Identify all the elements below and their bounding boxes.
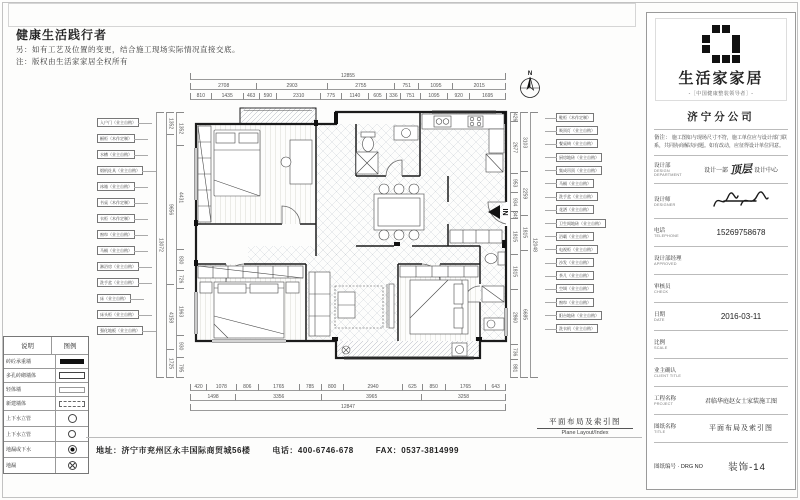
sheet-label-en: TITLE <box>654 430 666 434</box>
dim-value: 336 <box>386 93 400 100</box>
dim-value: 795 <box>176 357 184 378</box>
dim-value: 625 <box>402 384 421 391</box>
address-value: 济宁市兖州区永丰国际商贸城56楼 <box>121 445 251 455</box>
brand-slogan: -［中国健康整装领导者］- <box>688 91 754 97</box>
callout-label: 鞋柜（木作定制） <box>556 113 594 122</box>
plan-caption-cn: 平面布局及索引图 <box>549 417 621 426</box>
callout-label: 冰箱（业主自购） <box>97 182 135 191</box>
callout-label: 花洒（业主自购） <box>556 205 594 214</box>
callout-label: 洗手盆（业主自购） <box>97 278 139 287</box>
dim-value: 806 <box>236 384 258 391</box>
dim-value: 751 <box>400 93 420 100</box>
legend-label: 地漏 <box>4 458 56 473</box>
dim-value: 1695 <box>469 93 506 100</box>
designer-signature <box>710 190 772 212</box>
phone-value: 15269758678 <box>716 227 766 237</box>
footer-fax-label: FAX： <box>375 445 402 455</box>
dim-value: 643 <box>485 384 506 391</box>
legend-row <box>4 369 88 383</box>
dim-value: 2860 <box>510 289 518 344</box>
dim-value: 4158 <box>166 284 174 349</box>
dim-value: 810 <box>190 93 211 100</box>
dim-value: 1765 <box>258 384 299 391</box>
dim-value: 420 <box>190 384 206 391</box>
dim-value: 4431 <box>176 145 184 250</box>
callout-label: 马桶（业主自购） <box>556 179 594 188</box>
designer-label-en: DESIGNER <box>654 202 676 207</box>
dim-value: 1765 <box>445 384 486 391</box>
callout-label: 床（业主自购） <box>97 294 131 303</box>
callouts-left <box>97 118 143 335</box>
legend-header <box>4 337 88 355</box>
callout-label: 吸顶灯（业主自购） <box>556 126 598 135</box>
brand-logo-box <box>655 18 787 101</box>
dim-value: 2310 <box>276 93 320 100</box>
dim-value: 785 <box>299 384 321 391</box>
dim-value: 934 <box>510 192 518 211</box>
callout-label: 浴霸（业主自购） <box>556 232 594 241</box>
legend-row <box>4 442 88 458</box>
dim-value: 953 <box>510 173 518 192</box>
row-design-dept <box>654 155 788 183</box>
client-label-cn: 业主确认 <box>654 368 677 374</box>
dim-value: 2015 <box>452 83 506 90</box>
callout-label: 橱柜（木作定制） <box>97 134 135 143</box>
dim-left-total <box>156 112 164 378</box>
scale-label-cn: 比例 <box>654 340 666 346</box>
approved-label-cn: 设计部经理 <box>654 256 682 262</box>
legend-row <box>4 458 88 473</box>
header-title: 健康生活践行者 <box>16 28 108 42</box>
legend-label: 地漏或下水 <box>4 442 56 457</box>
dim-value: 1963 <box>176 288 184 335</box>
legend-symbol <box>68 430 76 438</box>
legend-row <box>4 427 88 442</box>
dim-top-total <box>190 73 506 80</box>
floor-plan-svg <box>188 106 516 382</box>
dim-value: 1498 <box>190 394 235 401</box>
legend-label: 砖砼承重墙 <box>4 355 56 368</box>
callout-label: 书桌（木作定制） <box>97 198 135 207</box>
check-label-cn: 审核员 <box>654 284 671 290</box>
remark-label: 备注： <box>654 135 671 141</box>
brand-name: 生活家家居 <box>678 69 764 87</box>
dim-value: 2708 <box>190 83 256 90</box>
callout-label: 衣柜（木作定制） <box>97 214 135 223</box>
header-note-2: 注：版权由生活家家居全权所有 <box>16 57 128 66</box>
row-drawing-number <box>654 442 788 490</box>
dim-value: 590 <box>259 93 277 100</box>
legend-symbol-cell <box>56 427 88 441</box>
dim-value: 1725 <box>166 349 174 378</box>
dim-value: 850 <box>422 384 445 391</box>
dim-value: 920 <box>447 93 469 100</box>
dim-value: 1815 <box>510 254 518 289</box>
legend-symbol <box>68 461 77 470</box>
client-label-en: CLIENT TITLE <box>654 374 682 378</box>
callout-label: 阳台地砖（业主自购） <box>556 311 602 320</box>
legend-label: 新建墙体 <box>4 397 56 410</box>
callout-label: 洗衣机（业主自购） <box>556 324 598 333</box>
header-note-1: 另：如有工艺及位置的变更，结合施工现场实际情况直接交底。 <box>16 45 240 54</box>
dim-left-mid <box>166 112 174 378</box>
title-block <box>646 12 796 490</box>
project-value: 君临华庭赵女士家装施工图 <box>704 398 777 405</box>
dim-top-row3 <box>190 93 506 100</box>
scale-label-en: SCALE <box>654 346 668 350</box>
row-project <box>654 386 788 414</box>
phone-label-cn: 电话 <box>654 228 666 234</box>
check-label-en: CHECK <box>654 290 669 294</box>
dim-value: 726 <box>176 270 184 288</box>
dim-value: 1352 <box>176 112 184 145</box>
dept-script: 顶层 <box>729 162 753 177</box>
legend-symbol <box>59 401 85 407</box>
dim-right-mid <box>520 112 528 378</box>
phone-label-en: TELEPHONE <box>654 234 679 238</box>
dim-value: 881 <box>510 359 518 378</box>
north-label: N <box>527 71 533 77</box>
dim-value: 2259 <box>520 171 528 215</box>
dept-prefix: 设计一部 <box>703 167 728 174</box>
dim-value: 1435 <box>211 93 243 100</box>
date-label-en: DATE <box>654 318 665 322</box>
row-check <box>654 274 788 302</box>
dim-bottom-row1 <box>190 384 506 391</box>
sheet-value: 平面布局及索引图 <box>709 425 773 432</box>
row-client <box>654 358 788 386</box>
dim-value: 751 <box>394 83 418 90</box>
callout-label: 水槽（业主自购） <box>97 150 135 159</box>
legend-symbol <box>59 387 85 393</box>
callout-label: 集成吊顶（业主自购） <box>556 166 602 175</box>
legend-table <box>3 336 89 474</box>
drgno-value: 装饰-14 <box>728 461 766 473</box>
row-telephone <box>654 218 788 246</box>
callout-label: 洗手盆（业主自购） <box>556 192 598 201</box>
top-strip <box>8 3 636 27</box>
legend-row <box>4 397 88 411</box>
callout-label: 床头柜（业主自购） <box>97 310 139 319</box>
remark-section <box>654 129 788 155</box>
callout-label: 强化地板（业主自购） <box>97 326 143 335</box>
callout-label: 沙发（业主自购） <box>556 258 594 267</box>
legend-symbol <box>68 414 77 423</box>
dim-value: 3965 <box>321 394 421 401</box>
dim-value: 3258 <box>421 394 506 401</box>
in-label: IN <box>501 208 509 216</box>
date-label-cn: 日期 <box>654 312 666 318</box>
row-scale <box>654 330 788 358</box>
legend-symbol-cell <box>56 411 88 426</box>
callouts-right <box>556 113 606 333</box>
legend-label: 上下水立管 <box>4 411 56 426</box>
plan-caption-en: Plane Layout/Index <box>561 430 609 436</box>
legend-symbol-cell <box>56 442 88 457</box>
dept-label-en: DESIGN DEPARTMENT <box>654 169 682 177</box>
caption-rule <box>537 428 633 429</box>
footer-phone-value: 400-6746-678 <box>297 445 354 455</box>
legend-symbol <box>68 445 77 454</box>
callout-label: 空调（业主自购） <box>556 284 594 293</box>
row-designer <box>654 183 788 218</box>
dim-value: 349 <box>511 210 518 220</box>
legend-symbol-cell <box>56 383 88 396</box>
row-approved <box>654 246 788 274</box>
legend-col2-header: 图例 <box>63 343 77 350</box>
footer-fax-value: 0537-3814999 <box>401 445 459 455</box>
dim-value: 6685 <box>520 250 528 378</box>
dim-value: 2677 <box>510 121 518 173</box>
callout-label: 淋浴房（业主自购） <box>97 262 139 271</box>
dim-value: 3356 <box>235 394 321 401</box>
legend-label: 多孔砖砌墙体 <box>4 369 56 382</box>
callout-label: 窗帘（业主自购） <box>97 230 135 239</box>
dept-suffix: 设计中心 <box>754 167 779 174</box>
dim-value: 736 <box>510 344 518 359</box>
legend-row <box>4 355 88 369</box>
dim-value: 463 <box>243 93 259 100</box>
remark-text: 施工图如与现场尺寸不符，施工单位应与设计部门联系，共同协商解决问题。如有改动，应征得设计单位同意。 <box>654 135 787 149</box>
designer-label-cn: 设计师 <box>654 196 671 203</box>
callout-label: 茶几（业主自购） <box>556 271 594 280</box>
dim-value: 12847 <box>190 404 506 411</box>
legend-col1-header: 说明 <box>4 337 52 354</box>
callout-label: 卫生间地砖（业主自购） <box>556 219 606 228</box>
callout-label: 入户门（业主自购） <box>97 118 139 127</box>
dim-value: 426 <box>511 112 518 122</box>
approved-label-en: APPROVED <box>654 262 677 266</box>
dim-value: 800 <box>321 384 343 391</box>
callout-label: 餐桌椅（业主自购） <box>556 139 598 148</box>
dim-value: 930 <box>176 335 184 358</box>
dim-right-total <box>530 112 538 378</box>
sheet-label-cn: 图纸名称 <box>654 424 677 430</box>
dim-value: 830 <box>176 249 184 269</box>
legend-row <box>4 411 88 427</box>
legend-symbol-cell <box>56 458 88 473</box>
dim-value: 1095 <box>420 93 447 100</box>
branch-name: 济宁分公司 <box>687 111 755 123</box>
dim-value: 12855 <box>190 73 506 80</box>
dim-value: 1815 <box>510 218 518 253</box>
legend-symbol <box>59 372 85 379</box>
dim-value: 2940 <box>343 384 403 391</box>
callout-label: 厨房地砖（业主自购） <box>556 153 602 162</box>
legend-symbol-cell <box>56 397 88 410</box>
legend-symbol-cell <box>56 369 88 382</box>
dim-value: 9656 <box>166 134 174 284</box>
legend-label: 轻体墙 <box>4 383 56 396</box>
callout-label: 马桶（业主自购） <box>97 246 135 255</box>
dim-value: 1078 <box>206 384 236 391</box>
brand-logo-icon <box>700 23 742 65</box>
callout-label: 电视柜（业主自购） <box>556 245 598 254</box>
dept-label-cn: 设计部 <box>654 163 671 169</box>
legend-label: 上下水立管 <box>4 427 56 441</box>
project-label-cn: 工程名称 <box>654 396 677 402</box>
row-sheet-title <box>654 414 788 442</box>
drgno-label: 图纸编号 · DRG NO <box>654 463 703 470</box>
dim-value: 605 <box>368 93 386 100</box>
dim-value: 1352 <box>166 112 174 134</box>
row-date <box>654 302 788 330</box>
dim-right-inner <box>510 112 518 378</box>
dim-value: 1140 <box>341 93 369 100</box>
callout-label: 窗帘（业主自购） <box>556 298 594 307</box>
dim-value: 1815 <box>520 215 528 250</box>
dim-value: 2903 <box>256 83 326 90</box>
dim-bottom-total <box>190 404 506 411</box>
legend-row <box>4 383 88 397</box>
plan-caption <box>533 416 637 436</box>
dim-value: 1095 <box>418 83 452 90</box>
project-label-en: PROJECT <box>654 402 674 406</box>
north-compass-icon <box>516 68 544 102</box>
dim-top-row2 <box>190 83 506 90</box>
dim-value: 2755 <box>327 83 394 90</box>
footer-phone-label: 电话： <box>272 445 298 455</box>
dim-bottom-row2 <box>190 394 506 401</box>
dim-left-inner <box>176 112 184 378</box>
dim-value: 775 <box>320 93 340 100</box>
footer-bar <box>86 437 642 462</box>
callout-label: 烟机灶具（业主自购） <box>97 166 143 175</box>
legend-symbol <box>60 359 84 364</box>
dim-value: 3103 <box>520 112 528 171</box>
dim-value: 12048 <box>530 112 538 378</box>
date-value: 2016-03-11 <box>720 311 762 321</box>
legend-symbol-cell <box>56 355 88 368</box>
dim-value: 13072 <box>156 112 164 378</box>
legend-rows <box>4 355 88 473</box>
address-label: 地址： <box>96 445 122 455</box>
